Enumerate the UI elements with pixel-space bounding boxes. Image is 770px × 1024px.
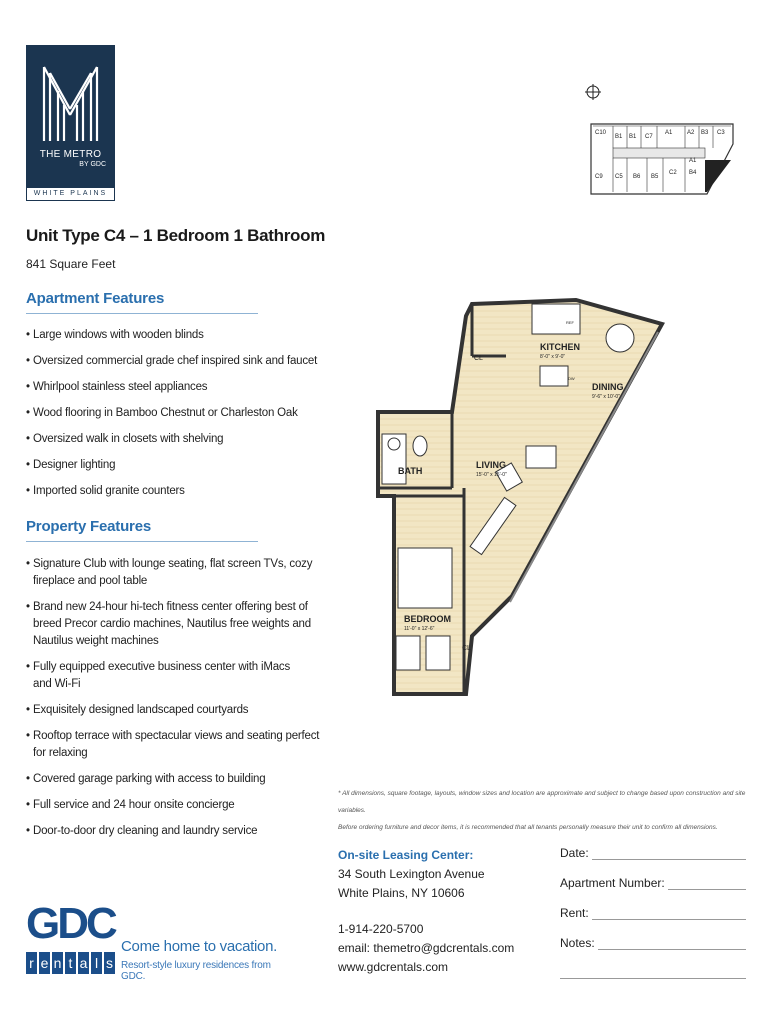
unit-square-feet: 841 Square Feet bbox=[26, 257, 116, 271]
gdc-tagline: Come home to vacation. bbox=[121, 938, 277, 955]
keyplan-unit-b1a: B1 bbox=[615, 134, 623, 140]
logo-subtitle: BY GDC bbox=[79, 161, 106, 168]
disclaimer-line-2: Before ordering furniture and decor items, it is recommended that all tenants personally measure their unit to confirm all dimensions. bbox=[338, 824, 718, 831]
rent-label: Rent: bbox=[560, 906, 589, 920]
rent-field[interactable] bbox=[560, 906, 746, 920]
list-item: • Fully equipped executive business center with iMacs and Wi-Fi bbox=[26, 659, 319, 693]
keyplan-unit-a1: A1 bbox=[665, 130, 673, 136]
keyplan-unit-b4: B4 bbox=[689, 170, 697, 176]
leasing-email[interactable]: email: themetro@gdcrentals.com bbox=[338, 941, 515, 955]
list-item: • Covered garage parking with access to building bbox=[26, 771, 319, 788]
kitchen-dimensions: 8'-0" x 9'-0" bbox=[540, 354, 566, 360]
keyplan-unit-a2: A2 bbox=[687, 130, 695, 136]
gdc-subtagline: Resort-style luxury residences from GDC. bbox=[121, 960, 271, 982]
dishwasher-label: DW bbox=[568, 376, 575, 381]
leasing-center-contact bbox=[338, 846, 514, 977]
property-features-list bbox=[26, 556, 319, 840]
apartment-features-list bbox=[26, 327, 317, 500]
keyplan-unit-c9: C9 bbox=[595, 174, 603, 180]
building-key-plan bbox=[585, 82, 735, 200]
logo-title: THE METRO bbox=[39, 149, 102, 160]
keyplan-unit-b3: B3 bbox=[701, 130, 709, 136]
keyplan-unit-b1b: B1 bbox=[629, 134, 637, 140]
list-item: • Large windows with wooden blinds bbox=[26, 327, 317, 344]
dining-table-icon bbox=[606, 324, 634, 352]
armchair-icon bbox=[526, 446, 556, 468]
apartment-number-field[interactable] bbox=[560, 876, 746, 890]
list-item: • Imported solid granite counters bbox=[26, 483, 317, 500]
apartment-features-rule bbox=[26, 313, 258, 314]
kitchen-label: KITCHEN bbox=[540, 342, 580, 352]
bed-icon bbox=[398, 548, 452, 608]
bedroom-dimensions: 11'-0" x 12'-6" bbox=[404, 626, 435, 632]
leasing-address-line-2: White Plains, NY 10606 bbox=[338, 886, 465, 900]
keyplan-unit-a1b: A1 bbox=[689, 158, 697, 164]
the-metro-logo bbox=[26, 45, 115, 201]
living-label: LIVING bbox=[476, 460, 507, 470]
list-item: • Rooftop terrace with spectacular views and seating perfect for relaxing bbox=[26, 728, 319, 762]
dimensions-disclaimer bbox=[338, 785, 748, 836]
keyplan-unit-c3: C3 bbox=[717, 130, 725, 136]
property-features-heading: Property Features bbox=[26, 518, 151, 535]
unit-floor-plan bbox=[376, 296, 676, 696]
unit-title: Unit Type C4 – 1 Bedroom 1 Bathroom bbox=[26, 226, 326, 245]
dining-dimensions: 9'-6" x 10'-0" bbox=[592, 394, 620, 400]
dining-label: DINING bbox=[592, 382, 624, 392]
logo-city: WHITE PLAINS bbox=[26, 187, 115, 201]
list-item: • Exquisitely designed landscaped courtyards bbox=[26, 702, 319, 719]
date-field[interactable] bbox=[560, 846, 746, 860]
north-arrow-icon bbox=[585, 84, 601, 100]
keyplan-unit-c10: C10 bbox=[595, 130, 607, 136]
list-item: • Oversized walk in closets with shelving bbox=[26, 431, 317, 448]
leasing-phone: 1-914-220-5700 bbox=[338, 922, 424, 936]
list-item: • Designer lighting bbox=[26, 457, 317, 474]
list-item: • Full service and 24 hour onsite concierge bbox=[26, 797, 319, 814]
gdc-rentals-logo bbox=[26, 899, 291, 982]
keyplan-unit-c2: C2 bbox=[669, 170, 677, 176]
leasing-address-line-1: 34 South Lexington Avenue bbox=[338, 867, 485, 881]
fridge-label: REF bbox=[566, 320, 574, 325]
keyplan-unit-c7: C7 bbox=[645, 134, 653, 140]
notes-extra-line[interactable] bbox=[560, 966, 746, 979]
toilet-icon bbox=[413, 436, 427, 456]
leasing-center-heading: On-site Leasing Center: bbox=[338, 848, 474, 862]
list-item: • Wood flooring in Bamboo Chestnut or Charleston Oak bbox=[26, 405, 317, 422]
property-features-rule bbox=[26, 541, 258, 542]
list-item: • Whirlpool stainless steel appliances bbox=[26, 379, 317, 396]
disclaimer-line-1: * All dimensions, square footage, layouts, window sizes and location are approximate and subject to change based upon construction and site variables. bbox=[338, 790, 746, 814]
closet-label: CL bbox=[462, 645, 471, 652]
apartment-number-label: Apartment Number: bbox=[560, 876, 665, 890]
apartment-features-heading: Apartment Features bbox=[26, 290, 165, 307]
metro-m-logo-mark bbox=[40, 63, 101, 143]
sink-icon bbox=[388, 438, 400, 450]
list-item: • Brand new 24-hour hi-tech fitness center offering best of breed Precor cardio machines, Nautilus free weights and Nautilus weight machines bbox=[26, 599, 319, 650]
closet-label: CL bbox=[474, 355, 483, 362]
gdc-wordmark: GDC bbox=[26, 899, 115, 948]
leasing-website[interactable]: www.gdcrentals.com bbox=[338, 960, 449, 974]
list-item: • Oversized commercial grade chef inspired sink and faucet bbox=[26, 353, 317, 370]
bath-label: BATH bbox=[398, 466, 423, 476]
rentals-wordmark: r e n t a l s bbox=[26, 952, 115, 974]
living-dimensions: 15'-0" x 15'-0" bbox=[476, 472, 507, 478]
keyplan-unit-b5: B5 bbox=[651, 174, 659, 180]
keyplan-unit-b6: B6 bbox=[633, 174, 641, 180]
notes-label: Notes: bbox=[560, 936, 595, 950]
notes-field[interactable] bbox=[560, 936, 746, 950]
date-label: Date: bbox=[560, 846, 589, 860]
list-item: • Signature Club with lounge seating, flat screen TVs, cozy fireplace and pool table bbox=[26, 556, 319, 590]
bedroom-label: BEDROOM bbox=[404, 614, 451, 624]
list-item: • Door-to-door dry cleaning and laundry service bbox=[26, 823, 319, 840]
keyplan-unit-c5: C5 bbox=[615, 174, 623, 180]
